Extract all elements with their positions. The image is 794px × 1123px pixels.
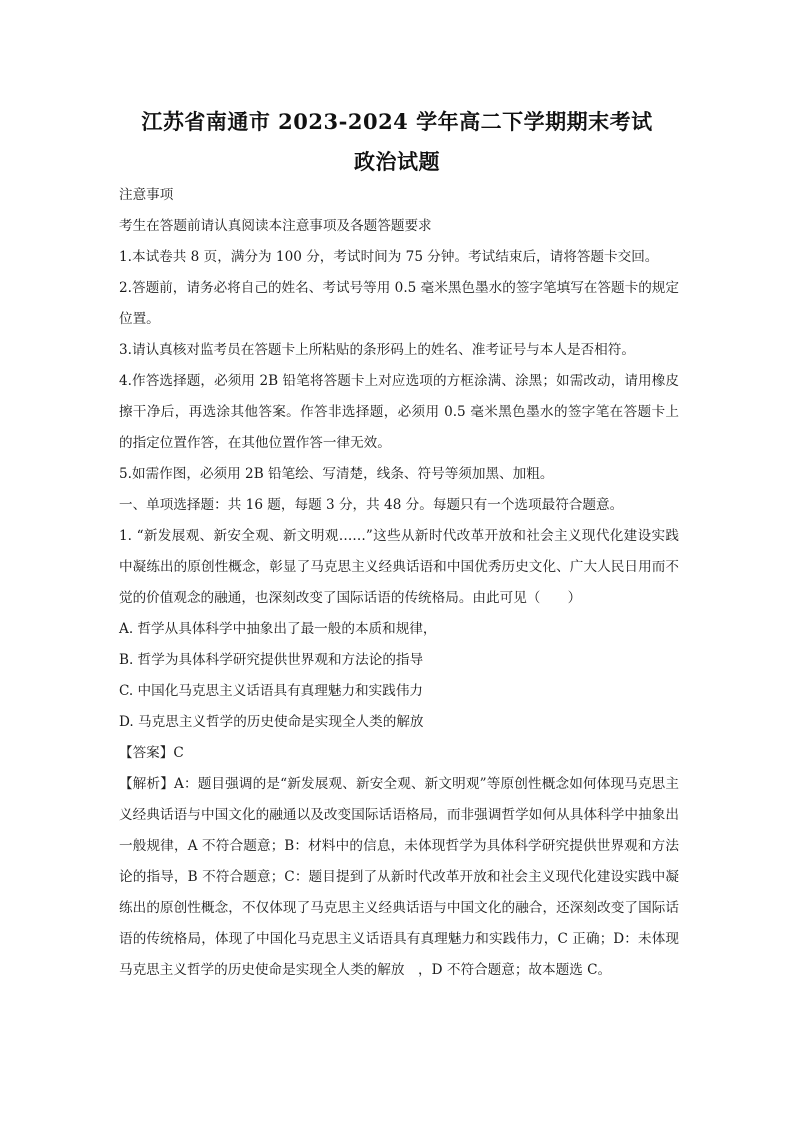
- answer-label: 【答案】: [119, 745, 174, 761]
- question-stem: 1. “新发展观、新安全观、新文明观……”这些从新时代改革开放和社会主义现代化建设实践中凝练出的原创性概念，彰显了马克思主义经典话语和中国优秀历史文化、广大人民日用而不觉的价值观念的融通，也深刻改变了国际话语的传统格局。由此可见（ ）: [119, 528, 679, 606]
- option-a: A. 哲学从具体科学中抽象出了最一般的本质和规律，: [119, 621, 437, 637]
- option-b: B. 哲学为具体科学研究提供世界观和方法论的指导: [119, 652, 424, 668]
- answer-value: C: [173, 745, 184, 761]
- notice-item-3: 3.请认真核对监考员在答题卡上所粘贴的条形码上的姓名、准考证号与本人是否相符。: [119, 342, 635, 358]
- notice-item-5: 5.如需作图，必须用 2B 铅笔绘、写清楚，线条、符号等须加黑、加粗。: [119, 466, 554, 482]
- document-body: [119, 180, 679, 986]
- option-c: C. 中国化马克思主义话语具有真理魅力和实践伟力: [119, 683, 424, 699]
- analysis-paragraph: [119, 769, 679, 986]
- notice-item-4: 4.作答选择题，必须用 2B 铅笔将答题卡上对应选项的方框涂满、涂黑；如需改动，请用橡皮擦干净后，再选涂其他答案。作答非选择题，必须用 0.5 毫米黑色墨水的签字笔在答题卡上的指定位置作答，在其他位置作答一律无效。: [119, 373, 679, 451]
- document-subtitle: 政治试题: [354, 149, 440, 174]
- notice-item-2: 2.答题前，请务必将自己的姓名、考试号等用 0.5 毫米黑色墨水的签字笔填写在答题卡的规定位置。: [119, 280, 679, 327]
- notice-item-1: 1.本试卷共 8 页，满分为 100 分，考试时间为 75 分钟。考试结束后，请将答题卡交回。: [119, 249, 659, 265]
- notice-heading: 注意事项: [119, 187, 174, 203]
- document-title: 江苏省南通市 2023-2024 学年高二下学期期末考试: [141, 109, 653, 134]
- notice-intro: 考生在答题前请认真阅读本注意事项及各题答题要求: [119, 218, 432, 234]
- option-d: D. 马克思主义哲学的历史使命是实现全人类的解放: [119, 714, 424, 730]
- answer-line: [119, 738, 679, 769]
- analysis-label: 【解析】: [119, 776, 174, 792]
- section-heading: 一、单项选择题：共 16 题，每题 3 分，共 48 分。每题只有一个选项最符合题意。: [119, 497, 624, 513]
- analysis-text: A：题目强调的是“新发展观、新安全观、新文明观”等原创性概念如何体现马克思主义经典话语与中国文化的融通以及改变国际话语格局，而非强调哲学如何从具体科学中抽象出一般规律，A 不符合题意；B：材料中的信息，未体现哲学为具体科学研究提供世界观和方法论的指导，B 不符合题意；C：题目提到了从新时代改革开放和社会主义现代化建设实践中凝练出的原创性概念，不仅体现了马克思主义经典话语与中国文化的融合，还深刻改变了国际话语的传统格局，体现了中国化马克思主义话语具有真理魅力和实践伟力，C 正确；D：未体现马克思主义哲学的历史使命是实现全人类的解放 ，D 不符合题意；故本题选 C。: [119, 776, 680, 978]
